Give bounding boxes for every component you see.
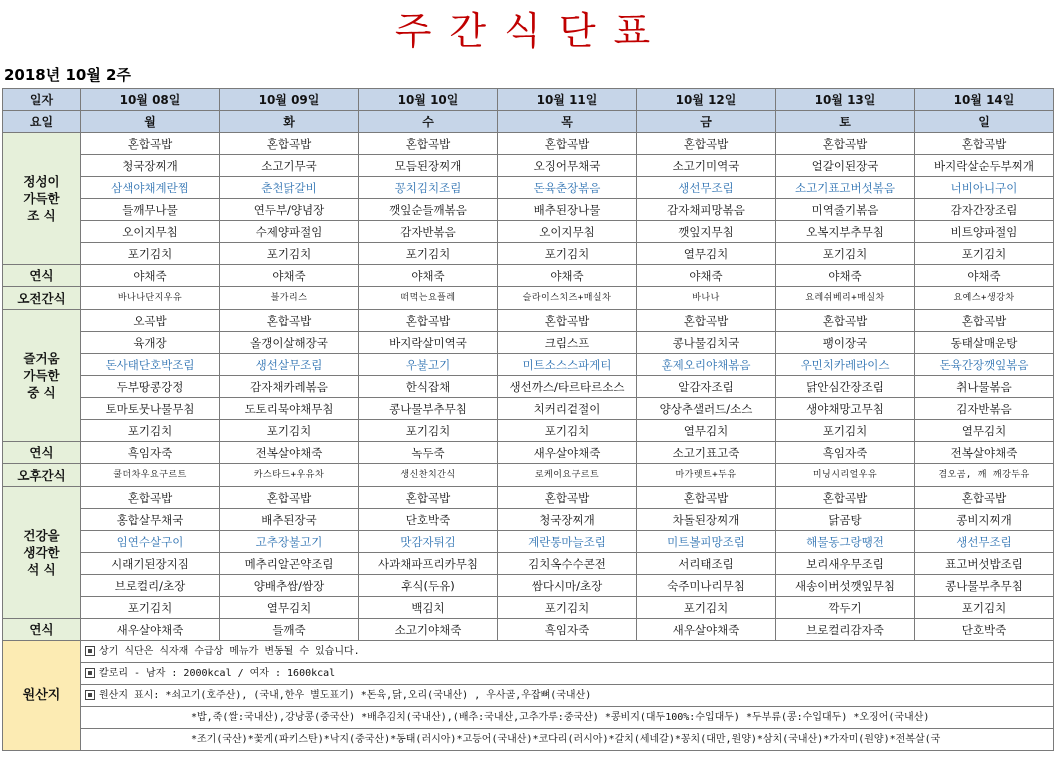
lunch-item: 오곡밥	[81, 310, 220, 332]
breakfast-item: 포기김치	[81, 243, 220, 265]
dinner-item: 해물동그랑땡전	[776, 531, 915, 553]
pm-snack-item: 겸오곰, 깨 깨강두유	[915, 464, 1054, 487]
am-snack-row	[3, 287, 1054, 310]
breakfast-item: 너비아니구이	[915, 177, 1054, 199]
breakfast-item: 포기김치	[915, 243, 1054, 265]
dinner-item: 시래기된장지짐	[81, 553, 220, 575]
breakfast-item: 비트양파절임	[915, 221, 1054, 243]
lunch-row	[3, 354, 1054, 376]
dinner-item: 단호박죽	[359, 509, 498, 531]
dinner-item: 김치옥수수콘전	[498, 553, 637, 575]
breakfast-item: 혼합곡밥	[220, 133, 359, 155]
dinner-row	[3, 509, 1054, 531]
origin-row	[3, 641, 1054, 663]
dinner-item: 포기김치	[81, 597, 220, 619]
dinner-row	[3, 487, 1054, 509]
date-cell: 10월 11일	[498, 89, 637, 111]
soft-diet-3-item: 단호박죽	[915, 619, 1054, 641]
lunch-item: 열무김치	[915, 420, 1054, 442]
breakfast-row	[3, 155, 1054, 177]
soft-diet-1-item: 야채죽	[637, 265, 776, 287]
date-cell: 10월 12일	[637, 89, 776, 111]
origin-label: 원산지	[3, 641, 81, 751]
breakfast-item: 열무김치	[637, 243, 776, 265]
dinner-item: 표고버섯밥조림	[915, 553, 1054, 575]
lunch-item: 육개장	[81, 332, 220, 354]
origin-text: *밥,죽(쌀:국내산),강낭콩(중국산) *배추김치(국내산),(배추:국내산,고추가루:중국산) *콩비지(대두100%:수입대두) *두부류(콩:수입대두) *오징어(국내산)	[191, 711, 930, 723]
breakfast-item: 미역줄기볶음	[776, 199, 915, 221]
breakfast-row	[3, 221, 1054, 243]
lunch-item: 김자반볶음	[915, 398, 1054, 420]
lunch-item: 올갱이살해장국	[220, 332, 359, 354]
breakfast-row	[3, 243, 1054, 265]
origin-text: *조기(국산)*꽃게(파키스탄)*낙지(중국산)*동태(러시아)*고등어(국내산)*코다리(러시아)*갈치(세네갈)*꽁치(대만,원양)*삼치(국내산)*가자미(원양)*전복살(국	[191, 733, 941, 745]
dinner-item: 생선무조림	[915, 531, 1054, 553]
lunch-item: 바지락살미역국	[359, 332, 498, 354]
bullet-icon	[85, 690, 95, 700]
dinner-item: 사과채파프리카무침	[359, 553, 498, 575]
weekly-menu-table	[2, 88, 1054, 751]
dinner-item: 맛감자튀김	[359, 531, 498, 553]
pm-snack-item: 마가렛트+두유	[637, 464, 776, 487]
pm-snack-item: 로케이요구르트	[498, 464, 637, 487]
breakfast-item: 오이지무침	[81, 221, 220, 243]
soft-diet-1-item: 야채죽	[359, 265, 498, 287]
lunch-item: 포기김치	[776, 420, 915, 442]
lunch-row	[3, 310, 1054, 332]
lunch-item: 감자채카레볶음	[220, 376, 359, 398]
pm-snack-item: 생신찬치간식	[359, 464, 498, 487]
breakfast-item: 수제양파절임	[220, 221, 359, 243]
lunch-item: 콩나물김치국	[637, 332, 776, 354]
date-cell: 10월 09일	[220, 89, 359, 111]
dinner-item: 열무김치	[220, 597, 359, 619]
day-cell: 화	[220, 111, 359, 133]
origin-row	[3, 685, 1054, 707]
breakfast-item: 혼합곡밥	[81, 133, 220, 155]
soft-diet-1-row	[3, 265, 1054, 287]
week-label: 2018년 10월 2주	[4, 66, 131, 84]
dinner-item: 서리태조림	[637, 553, 776, 575]
breakfast-row	[3, 177, 1054, 199]
lunch-item: 돈육간장깻잎볶음	[915, 354, 1054, 376]
pm-snack-item: 미닝시리얼우유	[776, 464, 915, 487]
breakfast-item: 오복지부추무침	[776, 221, 915, 243]
date-header-label: 일자	[3, 89, 81, 111]
soft-diet-3-item: 흑임자죽	[498, 619, 637, 641]
date-row	[3, 89, 1054, 111]
breakfast-item: 깻잎순들깨볶음	[359, 199, 498, 221]
lunch-item: 혼합곡밥	[498, 310, 637, 332]
pm-snack-label: 오후간식	[3, 464, 81, 487]
lunch-row	[3, 420, 1054, 442]
breakfast-item: 들깨무나물	[81, 199, 220, 221]
lunch-item: 도토리묵야채무침	[220, 398, 359, 420]
lunch-item: 포기김치	[498, 420, 637, 442]
lunch-item: 포기김치	[359, 420, 498, 442]
soft-diet-2-label: 연식	[3, 442, 81, 464]
dinner-item: 후식(두유)	[359, 575, 498, 597]
pm-snack-item: 카스타드+우유차	[220, 464, 359, 487]
soft-diet-2-item: 새우살야채죽	[498, 442, 637, 464]
dinner-item: 양배추쌈/쌈장	[220, 575, 359, 597]
lunch-item: 혼합곡밥	[637, 310, 776, 332]
dinner-item: 혼합곡밥	[220, 487, 359, 509]
dinner-item: 배추된장국	[220, 509, 359, 531]
dinner-item: 혼합곡밥	[359, 487, 498, 509]
lunch-item: 포기김치	[81, 420, 220, 442]
dinner-label: 건강을 생각한 석 식	[3, 487, 81, 619]
soft-diet-2-item: 녹두죽	[359, 442, 498, 464]
lunch-item: 포기김치	[220, 420, 359, 442]
soft-diet-1-item: 야채죽	[776, 265, 915, 287]
breakfast-label: 정성이 가득한 조 식	[3, 133, 81, 265]
lunch-item: 돈사태단호박조림	[81, 354, 220, 376]
soft-diet-3-item: 들깨죽	[220, 619, 359, 641]
dinner-row	[3, 553, 1054, 575]
soft-diet-2-item: 흑임자죽	[81, 442, 220, 464]
day-header-label: 요일	[3, 111, 81, 133]
breakfast-item: 오징어무채국	[498, 155, 637, 177]
dinner-item: 콩나물부추무침	[915, 575, 1054, 597]
dinner-item: 혼합곡밥	[776, 487, 915, 509]
breakfast-item: 바지락살순두부찌개	[915, 155, 1054, 177]
lunch-item: 생선까스/타르타르소스	[498, 376, 637, 398]
day-cell: 금	[637, 111, 776, 133]
lunch-item: 동태살매운탕	[915, 332, 1054, 354]
bullet-icon	[85, 646, 95, 656]
breakfast-item: 생선무조림	[637, 177, 776, 199]
dinner-item: 차돌된장찌개	[637, 509, 776, 531]
breakfast-item: 혼합곡밥	[637, 133, 776, 155]
lunch-item: 팽이장국	[776, 332, 915, 354]
breakfast-item: 청국장찌개	[81, 155, 220, 177]
dinner-item: 닭곰탕	[776, 509, 915, 531]
lunch-item: 토마토뭇나물무침	[81, 398, 220, 420]
dinner-row	[3, 597, 1054, 619]
origin-text: 원산지 표시: *쇠고기(호주산), (국내,한우 별도표기) *돈육,닭,오리(국내산) , 우사골,우잡뼈(국내산)	[99, 689, 592, 701]
origin-line	[81, 663, 1054, 685]
soft-diet-3-label: 연식	[3, 619, 81, 641]
date-cell: 10월 08일	[81, 89, 220, 111]
soft-diet-2-item: 소고기표고죽	[637, 442, 776, 464]
dinner-item: 백김치	[359, 597, 498, 619]
lunch-row	[3, 376, 1054, 398]
soft-diet-1-item: 야채죽	[498, 265, 637, 287]
am-snack-item: 바나나단지우유	[81, 287, 220, 310]
soft-diet-3-item: 소고기야채죽	[359, 619, 498, 641]
day-cell: 토	[776, 111, 915, 133]
dinner-item: 보리새우무조림	[776, 553, 915, 575]
soft-diet-3-item: 새우살야채죽	[637, 619, 776, 641]
breakfast-item: 오이지무침	[498, 221, 637, 243]
soft-diet-1-item: 야채죽	[915, 265, 1054, 287]
lunch-item: 생선살무조림	[220, 354, 359, 376]
breakfast-item: 얼갈이된장국	[776, 155, 915, 177]
dinner-item: 미트볼피망조림	[637, 531, 776, 553]
bullet-icon	[85, 668, 95, 678]
lunch-item: 한식잡채	[359, 376, 498, 398]
dinner-item: 혼합곡밥	[498, 487, 637, 509]
dinner-item: 청국장찌개	[498, 509, 637, 531]
dinner-item: 메추리알곤약조림	[220, 553, 359, 575]
breakfast-item: 감자간장조림	[915, 199, 1054, 221]
breakfast-item: 연두부/양념장	[220, 199, 359, 221]
soft-diet-3-item: 새우살야채죽	[81, 619, 220, 641]
dinner-item: 포기김치	[637, 597, 776, 619]
am-snack-item: 슬라이스치즈+매실차	[498, 287, 637, 310]
dinner-item: 깍두기	[776, 597, 915, 619]
date-cell: 10월 14일	[915, 89, 1054, 111]
dinner-item: 혼합곡밥	[81, 487, 220, 509]
day-cell: 일	[915, 111, 1054, 133]
date-cell: 10월 13일	[776, 89, 915, 111]
breakfast-item: 포기김치	[359, 243, 498, 265]
breakfast-row	[3, 199, 1054, 221]
lunch-item: 열무김치	[637, 420, 776, 442]
origin-line	[81, 641, 1054, 663]
breakfast-item: 삼색야채계란찜	[81, 177, 220, 199]
lunch-item: 콩나물부추무침	[359, 398, 498, 420]
lunch-item: 양상추샐러드/소스	[637, 398, 776, 420]
breakfast-item: 감자채피망볶음	[637, 199, 776, 221]
breakfast-item: 소고기무국	[220, 155, 359, 177]
lunch-label: 즐거움 가득한 중 식	[3, 310, 81, 442]
breakfast-row	[3, 133, 1054, 155]
dinner-item: 포기김치	[498, 597, 637, 619]
am-snack-label: 오전간식	[3, 287, 81, 310]
pm-snack-row	[3, 464, 1054, 487]
breakfast-item: 돈육춘장볶음	[498, 177, 637, 199]
lunch-item: 미트소스스파게티	[498, 354, 637, 376]
soft-diet-2-item: 전복살야채죽	[915, 442, 1054, 464]
soft-diet-2-item: 전복살야채죽	[220, 442, 359, 464]
origin-line	[81, 707, 1054, 729]
date-cell: 10월 10일	[359, 89, 498, 111]
breakfast-item: 감자반볶음	[359, 221, 498, 243]
breakfast-item: 깻잎지무침	[637, 221, 776, 243]
am-snack-item: 떠먹는요플레	[359, 287, 498, 310]
origin-row	[3, 729, 1054, 751]
origin-text: 상기 식단은 식자재 수급상 메뉴가 변동될 수 있습니다.	[99, 645, 360, 657]
lunch-item: 두부땅콩강정	[81, 376, 220, 398]
lunch-item: 우민치카레라이스	[776, 354, 915, 376]
origin-text: 칼로리 - 남자 : 2000kcal / 여자 : 1600kcal	[99, 667, 336, 679]
soft-diet-3-item: 브로컬리감자죽	[776, 619, 915, 641]
lunch-item: 우불고기	[359, 354, 498, 376]
breakfast-item: 춘천닭갈비	[220, 177, 359, 199]
breakfast-item: 꽁치김치조림	[359, 177, 498, 199]
lunch-row	[3, 332, 1054, 354]
dinner-item: 숙주미나리무침	[637, 575, 776, 597]
soft-diet-1-item: 야채죽	[81, 265, 220, 287]
dinner-item: 포기김치	[915, 597, 1054, 619]
breakfast-item: 포기김치	[776, 243, 915, 265]
dinner-item: 혼합곡밥	[637, 487, 776, 509]
am-snack-item: 요레쉬베리+매실차	[776, 287, 915, 310]
lunch-item: 크림스프	[498, 332, 637, 354]
soft-diet-1-label: 연식	[3, 265, 81, 287]
soft-diet-2-item: 흑임자죽	[776, 442, 915, 464]
soft-diet-1-item: 야채죽	[220, 265, 359, 287]
breakfast-item: 배추된장나물	[498, 199, 637, 221]
breakfast-item: 모듬된장찌개	[359, 155, 498, 177]
dinner-item: 혼합곡밥	[915, 487, 1054, 509]
lunch-row	[3, 398, 1054, 420]
day-cell: 목	[498, 111, 637, 133]
lunch-item: 혼합곡밥	[915, 310, 1054, 332]
dinner-row	[3, 531, 1054, 553]
soft-diet-2-row	[3, 442, 1054, 464]
breakfast-item: 혼합곡밥	[498, 133, 637, 155]
soft-diet-3-row	[3, 619, 1054, 641]
lunch-item: 혼합곡밥	[359, 310, 498, 332]
day-cell: 수	[359, 111, 498, 133]
am-snack-item: 블가리스	[220, 287, 359, 310]
am-snack-item: 요예스+생강차	[915, 287, 1054, 310]
lunch-item: 혼합곡밥	[220, 310, 359, 332]
page-title: 주간식단표	[394, 9, 669, 53]
dinner-item: 고추장불고기	[220, 531, 359, 553]
breakfast-item: 혼합곡밥	[915, 133, 1054, 155]
breakfast-item: 포기김치	[498, 243, 637, 265]
dinner-item: 쌈다시마/초장	[498, 575, 637, 597]
lunch-item: 닭안심간장조림	[776, 376, 915, 398]
dinner-item: 홍합살무채국	[81, 509, 220, 531]
breakfast-item: 포기김치	[220, 243, 359, 265]
day-row	[3, 111, 1054, 133]
breakfast-item: 소고기미역국	[637, 155, 776, 177]
lunch-item: 취나물볶음	[915, 376, 1054, 398]
lunch-item: 훈제오리야채볶음	[637, 354, 776, 376]
lunch-item: 알감자조림	[637, 376, 776, 398]
breakfast-item: 소고기표고버섯볶음	[776, 177, 915, 199]
am-snack-item: 바나나	[637, 287, 776, 310]
lunch-item: 생야채망고무침	[776, 398, 915, 420]
breakfast-item: 혼합곡밥	[359, 133, 498, 155]
dinner-row	[3, 575, 1054, 597]
day-cell: 월	[81, 111, 220, 133]
dinner-item: 브로컬리/초장	[81, 575, 220, 597]
origin-line	[81, 729, 1054, 751]
origin-row	[3, 663, 1054, 685]
dinner-item: 새송이버섯깻잎무침	[776, 575, 915, 597]
origin-line	[81, 685, 1054, 707]
lunch-item: 치커리겉절이	[498, 398, 637, 420]
dinner-item: 계란통마늘조림	[498, 531, 637, 553]
dinner-item: 콩비지찌개	[915, 509, 1054, 531]
lunch-item: 혼합곡밥	[776, 310, 915, 332]
pm-snack-item: 쿨더차우요구르트	[81, 464, 220, 487]
origin-row	[3, 707, 1054, 729]
breakfast-item: 혼합곡밥	[776, 133, 915, 155]
dinner-item: 임연수살구이	[81, 531, 220, 553]
